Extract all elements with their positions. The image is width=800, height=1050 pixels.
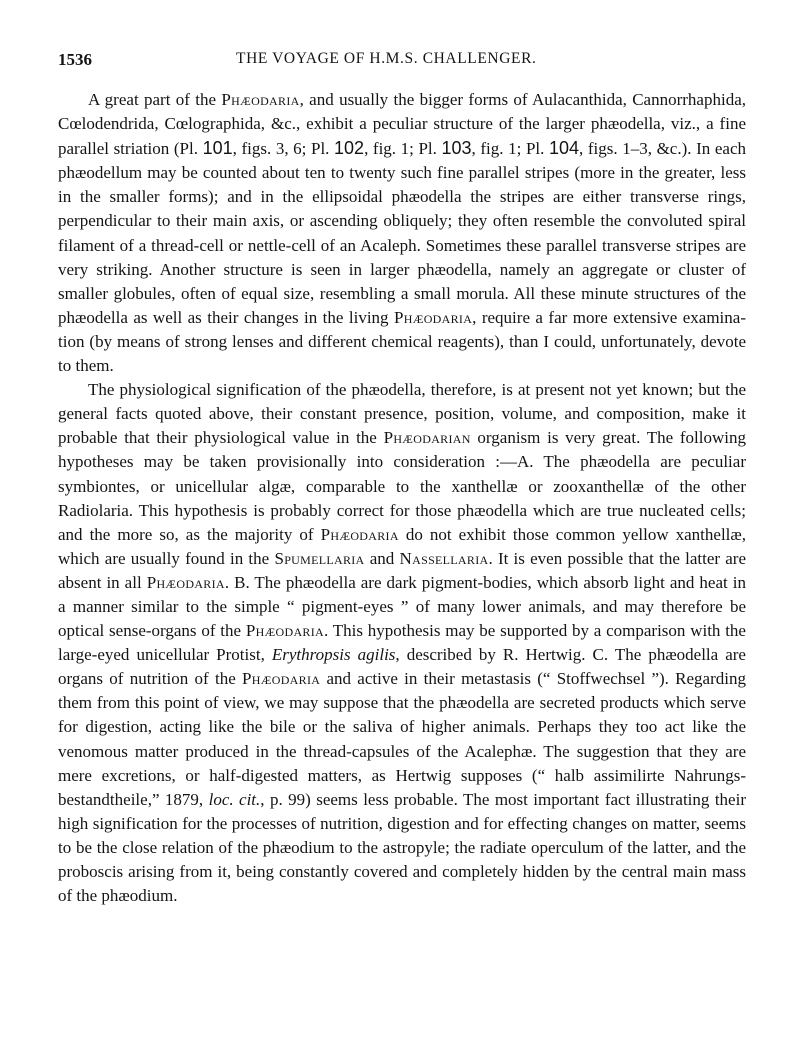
text-run: , figs. 3, 6; Pl. bbox=[232, 139, 335, 159]
plate-number: 104 bbox=[548, 138, 580, 159]
text-run: , fig. 1; Pl. bbox=[471, 139, 549, 159]
paragraph-phaeodella-striation bbox=[58, 88, 746, 378]
page-number: 1536 bbox=[58, 50, 92, 69]
text-run: and bbox=[364, 548, 400, 568]
text-run: . B. The phæodella are dark pigment-bodies, which absorb light and heat in a manner similar to the simple “ pigment-eyes ” of many lower animals, and may therefore be optical sense-organs of the bbox=[58, 572, 746, 641]
text-run: . This hypothesis may be supported by a comparison with the large-eyed unicellular Protist, bbox=[58, 621, 746, 665]
citation: loc. cit. bbox=[208, 789, 261, 809]
text-run: , described by R. Hertwig. C. The phæodella are organs of nutrition of the bbox=[58, 645, 746, 689]
text-run: The physiological signification of the phæodella, therefore, is at present not yet known; but the general facts quoted above, their constant presence, position, volume, and composition, make it probable that their physiological value in the bbox=[58, 380, 746, 448]
taxon-name: Phæodarian bbox=[383, 428, 471, 448]
taxon-name: Phæodaria bbox=[245, 621, 324, 641]
paragraph-physiological-signification bbox=[58, 378, 746, 908]
text-run: do not exhibit those common yellow xanthellæ, which are usually found in the bbox=[58, 524, 746, 568]
taxon-name: Phæodaria bbox=[146, 572, 225, 592]
text-run: , fig. 1; Pl. bbox=[364, 139, 442, 159]
taxon-name: Phæodaria bbox=[320, 524, 399, 544]
taxon-name: Phæodaria bbox=[221, 90, 300, 109]
species-name: Erythropsis agilis bbox=[271, 645, 396, 665]
text-run: , p. 99) seems less probable. The most important fact illustrating their high signification for the processes of nutrition, digestion and for effecting changes on matter, seems to be the close relation of the phæodium to the astropyle; the radiate operculum of the latter, and the proboscis arising from it, being constantly covered and completely hidden by the central main mass of the phæodium. bbox=[58, 789, 746, 906]
text-run: and active in their metastasis (“ Stoffwechsel ”). Regarding them from this point of view, we may suppose that the phæodella are secreted products which serve for digestion, acting like the bile or the saliva of higher animals. Perhaps they too act like the venomous matter produced in the thread-capsules of the Acalephæ. The suggestion that they are mere excretions, or half-digested matters, as Hertwig supposes (“ halb assimilirte Nahrungs-bestandtheile,” 1879, bbox=[58, 669, 746, 809]
taxon-name: Spumellaria bbox=[274, 548, 365, 568]
body-text bbox=[58, 88, 746, 908]
taxon-name: Phæodaria bbox=[242, 669, 321, 689]
text-run: , require a far more extensive examination (by means of strong lenses and different chemical reagents), than I could, unfortunately, devote to them. bbox=[58, 307, 746, 376]
taxon-name: Nassellaria bbox=[399, 548, 489, 568]
taxon-name: Phæodaria bbox=[394, 307, 473, 327]
plate-number: 101 bbox=[202, 138, 233, 159]
text-run: , figs. 1–3, &c.). In each phæodellum may be counted about ten to twenty such fine parallel stripes (more in the greater, less in the smaller forms); and in the ellipsoidal phæodella the stripes are either transverse rings, perpendicular to their main axis, or ascending obliquely; they often resemble the convoluted spiral filament of a thread-cell or nettle-cell of an Acaleph. Sometimes these parallel transverse stripes are very striking. Another structure is seen in larger phæodella, namely an aggregate or cluster of smaller globules, often of equal size, resembling a small morula. All these minute structures of the phæodella as well as their changes in the living bbox=[58, 139, 746, 327]
plate-number: 102 bbox=[334, 138, 365, 159]
text-run: organism is very great. The following hypotheses may be taken provisionally into consideration :—A. The phæodella are peculiar symbiontes, or unicellular algæ, comparable to the xanthellæ or zooxanthellæ of the other Radiolaria. This hypothesis is probably correct for those phæodella which are true nucleated cells; and the more so, as the majority of bbox=[58, 428, 746, 544]
plate-number: 103 bbox=[441, 138, 472, 159]
running-title: THE VOYAGE OF H.M.S. CHALLENGER. bbox=[236, 50, 537, 67]
text-run: A great part of the bbox=[88, 90, 222, 109]
text-run: , and usually the bigger forms of Aulacanthida, Cannorrhaphida, Cœlodendrida, Cœlographida, &c., exhibit a peculiar structure of the larger phæodella, viz., a fine parallel striation (Pl. bbox=[58, 90, 746, 159]
text-run: . It is even possible that the latter are absent in all bbox=[58, 548, 747, 592]
page-header bbox=[58, 50, 758, 74]
